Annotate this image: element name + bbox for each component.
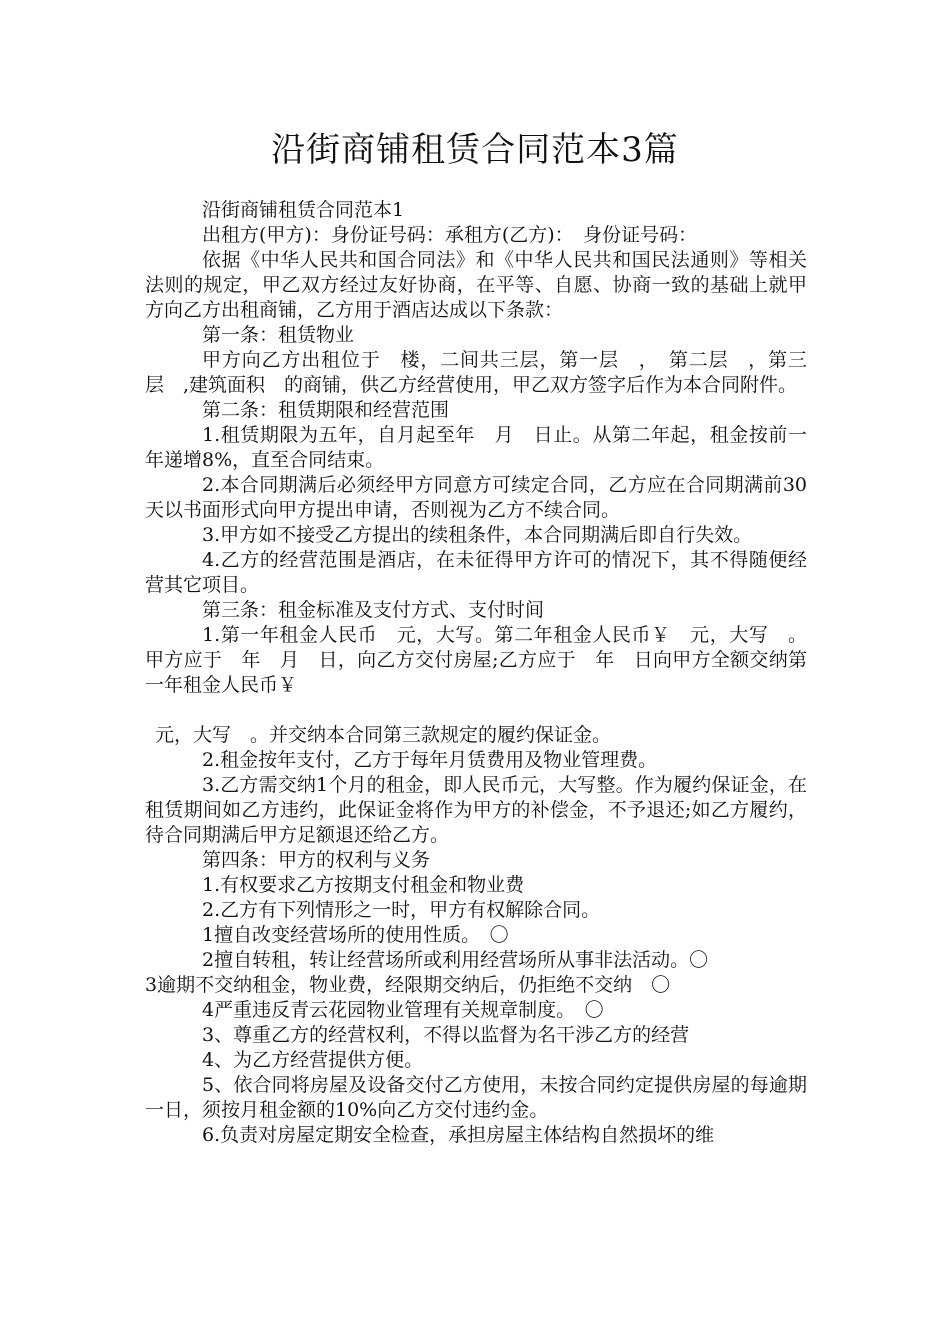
paragraph: 4.乙方的经营范围是酒店，在未征得甲方许可的情况下，其不得随便经营其它项目。 xyxy=(145,549,807,596)
list-item: 1.有权要求乙方按期支付租金和物业费 xyxy=(202,874,525,896)
paragraph: 2.租金按年支付，乙方于每年月赁费用及物业管理费。 xyxy=(202,749,658,771)
list-item: 4严重违反青云花园物业管理有关规章制度。 〇 xyxy=(202,999,604,1021)
subtitle-line: 沿街商铺租赁合同范本1 xyxy=(202,199,405,221)
list-item: 2擅自转租，转让经营场所或利用经营场所从事非法活动。〇 xyxy=(202,949,709,971)
paragraph: 3.乙方需交纳1个月的租金，即人民币元，大写整。作为履约保证金，在租赁期间如乙方违约，此保证金将作为甲方的补偿金，不予退还;如乙方履约，待合同期满后甲方足额退还给乙方。 xyxy=(145,774,807,846)
document-body xyxy=(145,198,807,1148)
list-item: 3逾期不交纳租金，物业费，经限期交纳后，仍拒绝不交纳 〇 xyxy=(145,974,671,996)
paragraph: 6.负责对房屋定期安全检查，承担房屋主体结构自然损坏的维 xyxy=(202,1124,715,1146)
paragraph: 依据《中华人民共和国合同法》和《中华人民共和国民法通则》等相关法则的规定，甲乙双方经过友好协商，在平等、自愿、协商一致的基础上就甲方向乙方出租商铺，乙方用于酒店达成以下条款： xyxy=(145,249,807,321)
paragraph: 2.本合同期满后必须经甲方同意方可续定合同，乙方应在合同期满前30天以书面形式向甲方提出申请，否则视为乙方不续合同。 xyxy=(145,474,807,521)
paragraph: 5、依合同将房屋及设备交付乙方使用，未按合同约定提供房屋的每逾期一日，须按月租金额的10%向乙方交付违约金。 xyxy=(145,1074,807,1121)
list-item: 1擅自改变经营场所的使用性质。 〇 xyxy=(202,924,509,946)
article-heading: 第二条：租赁期限和经营范围 xyxy=(202,399,450,421)
paragraph: 3.甲方如不接受乙方提出的续租条件，本合同期满后即自行失效。 xyxy=(202,524,753,546)
parties-line: 出租方(甲方)：身份证号码：承租方(乙方)： 身份证号码： xyxy=(202,224,698,246)
article-heading: 第四条：甲方的权利与义务 xyxy=(202,849,431,871)
list-item: 3、尊重乙方的经营权利，不得以监督为名干涉乙方的经营 xyxy=(202,1024,690,1046)
blank-line xyxy=(145,698,807,723)
paragraph: 元，大写 。并交纳本合同第三款规定的履约保证金。 xyxy=(155,724,612,746)
article-heading: 第一条：租赁物业 xyxy=(202,324,355,346)
list-item: 2.乙方有下列情形之一时，甲方有权解除合同。 xyxy=(202,899,601,921)
list-item: 4、为乙方经营提供方便。 xyxy=(202,1049,424,1071)
paragraph: 甲方向乙方出租位于 楼，二间共三层，第一层 ， 第二层 ，第三层 ,建筑面积 的商铺，供乙方经营使用，甲乙双方签字后作为本合同附件。 xyxy=(145,349,807,396)
document-title: 沿街商铺租赁合同范本3篇 xyxy=(271,130,679,170)
article-heading: 第三条：租金标准及支付方式、支付时间 xyxy=(202,599,545,621)
paragraph: 1.第一年租金人民币 元，大写。第二年租金人民币￥ 元，大写 。甲方应于 年 月 日，向乙方交付房屋;乙方应于 年 日向甲方全额交纳第一年租金人民币￥ xyxy=(145,624,807,696)
paragraph: 1.租赁期限为五年，自月起至年 月 日止。从第二年起，租金按前一年递增8%，直至合同结束。 xyxy=(145,424,807,471)
